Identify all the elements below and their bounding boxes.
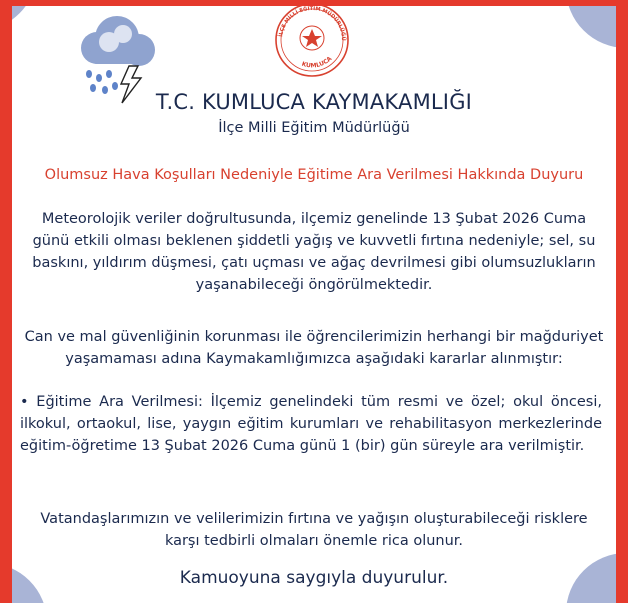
- corner-decoration: [12, 6, 37, 31]
- decision-bullet: • Eğitime Ara Verilmesi: İlçemiz genelindeki tüm resmi ve özel; okul öncesi, ilkokul, ortaokul, lise, yaygın eğitim kurumları ve rehabilitasyon merkezlerinde eğitim-öğretime 13 Şubat 2026 Cuma günü 1 (bir) gün süreyle ara verilmiştir.: [20, 394, 602, 454]
- corner-decoration: [566, 6, 616, 48]
- official-seal-icon: [267, 6, 357, 78]
- svg-text:KUMLUCA: KUMLUCA: [300, 55, 334, 70]
- announcement-sheet: [12, 6, 616, 603]
- announcement-paragraph: Can ve mal güvenliğinin korunması ile öğrencilerimizin herhangi bir mağduriyet yaşamaması adına Kaymakamlığımızca aşağıdaki kararlar alınmıştır:: [24, 329, 604, 367]
- page-subtitle: İlçe Milli Eğitim Müdürlüğü: [218, 120, 410, 136]
- announcement-paragraph: Meteorolojik veriler doğrultusunda, ilçemiz genelinde 13 Şubat 2026 Cuma günü etkili olması beklenen şiddetli yağış ve kuvvetli fırtına nedeniyle; sel, su baskını, yıldırım düşmesi, çatı uçması ve ağaç devrilmesi gibi olumsuzlukların yaşanabileceği öngörülmektedir.: [32, 211, 596, 293]
- svg-text:İLÇE MİLLİ EĞİTİM MÜDÜRLÜĞÜ: İLÇE MİLLİ EĞİTİM MÜDÜRLÜĞÜ: [278, 5, 347, 41]
- announcement-paragraph: Vatandaşlarımızın ve velilerimizin fırtına ve yağışın oluşturabileceği risklere karşı tedbirli olmaları önemle rica olunur.: [40, 511, 588, 549]
- closing-line: Kamuoyuna saygıyla duyurulur.: [179, 568, 449, 588]
- page-title: T.C. KUMLUCA KAYMAKAMLIĞI: [155, 90, 473, 114]
- announcement-heading: Olumsuz Hava Koşulları Nedeniyle Eğitime Ara Verilmesi Hakkında Duyuru: [44, 167, 584, 183]
